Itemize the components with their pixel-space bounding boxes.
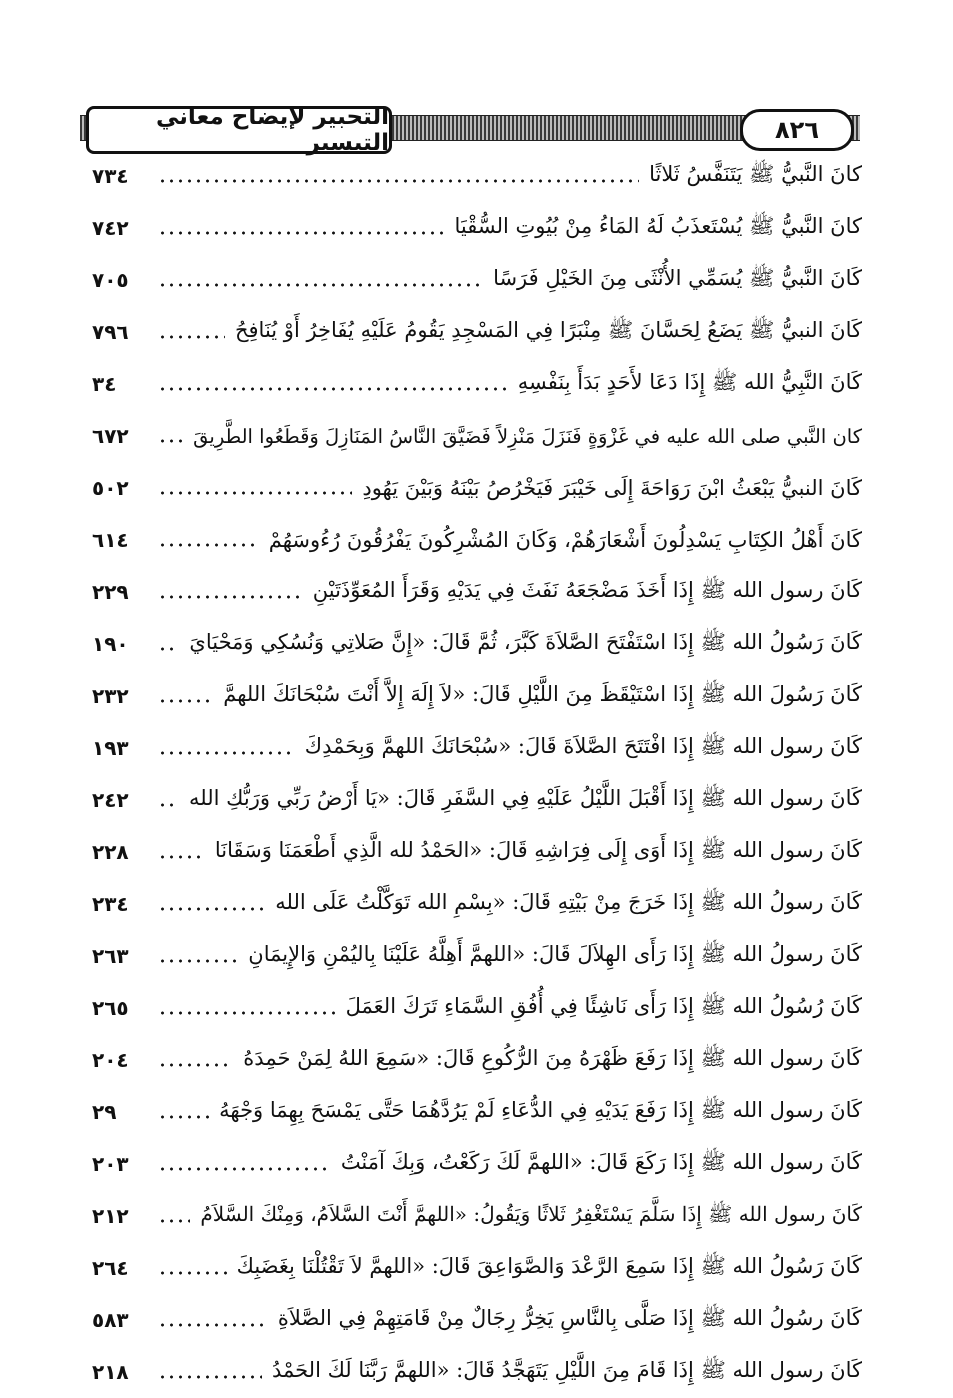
entry-page-number: ٢١٢ (92, 1204, 129, 1228)
index-entry (92, 618, 862, 670)
entry-text: كان النَّبي صلى الله عليه في غَزْوَةٍ فَنَزَلَ مَنْزِلاً فَضَيَّقَ النَّاسُ المَنَازِلَ وَقَطَعُوا الطَّرِيقَ (187, 425, 862, 448)
dot-leader (158, 959, 238, 963)
entry-text: كَانَ رسول الله ﷺ إِذَا أَوَى إِلَى فِرَاشِهِ قَالَ: «الحَمْدُ لله الَّذِي أَطْعَمَنَا وَسَقَانَا (209, 837, 862, 868)
entry-text: كَانَ رسول الله ﷺ إِذَا رَكَعَ قَالَ: «اللهمَّ لَكَ رَكَعْتُ، وَبِكَ آمَنْتُ (335, 1149, 862, 1180)
entry-page-number: ٢٦٥ (92, 996, 129, 1020)
dot-leader (158, 543, 259, 547)
entry-page-number: ٥٠٢ (92, 476, 129, 500)
dot-leader (158, 1219, 190, 1223)
entry-text: كَانَ النبيُّ يَبْعَثُ ابْنَ رَوَاحَةَ إِلَى خَيْبَرَ فَيَخْرُصُ بَيْنَهُ وَبَيْنَ يَهُودِ (356, 476, 862, 500)
entry-text: كَانَ رسُولُ الله ﷺ إِذَا صَلَّى بِالنَّاسِ يَخِرُّ رِجَالٌ مِنْ قَامَتِهِمْ فِي الصَّلاَةِ (272, 1305, 862, 1336)
entry-text: كَانَ النَّبيُّ ﷺ يُسَمِّي الأُنْثَى مِنَ الخَيْلِ فَرَسًا (487, 265, 862, 296)
entry-text: كَانَ رسولُ الله ﷺ إِذَا خَرَجَ مِنْ بَيْتِهِ قَالَ: «بِسْمِ الله تَوَكَّلْتُ عَلَى الله (269, 889, 862, 920)
dot-leader (158, 1323, 268, 1327)
index-entry (92, 254, 862, 306)
entry-page-number: ٣٤ (92, 372, 117, 396)
dot-leader (158, 387, 508, 391)
index-entry (92, 982, 862, 1034)
entry-page-number: ٧٩٦ (92, 320, 129, 344)
index-entry (92, 150, 862, 202)
index-entry (92, 1190, 862, 1242)
dot-leader (158, 595, 303, 599)
entry-page-number: ٧٣٤ (92, 164, 129, 188)
entry-text: كَانَ رسول الله ﷺ إِذَا سَلَّمَ يَسْتَغْفِرُ ثَلاثًا وَيَقُولُ: «اللهمَّ أَنْتَ السَّلاَمُ، وَمِنْكَ السَّلاَمُ (194, 1202, 862, 1231)
dot-leader (158, 335, 225, 339)
dot-leader (158, 283, 483, 287)
entry-page-number: ٢٤٢ (92, 788, 129, 812)
entry-page-number: ٦٧٢ (92, 424, 129, 448)
index-entry (92, 202, 862, 254)
index-entry (92, 1346, 862, 1398)
entry-page-number: ١٩٠ (92, 632, 129, 656)
index-entry (92, 1294, 862, 1346)
dot-leader (158, 1271, 227, 1275)
page-header (80, 103, 860, 156)
entry-page-number: ٢٩ (92, 1100, 117, 1124)
entry-text: كَانَ رسول الله ﷺ إِذَا أَخَذَ مَضْجَعَهُ نَفَثَ فِي يَدَيْهِ وَقَرَأَ المُعَوِّذَتَيْنِ (307, 577, 862, 608)
entry-text: كَانَ رسولُ الله ﷺ إِذَا رَأَى الهِلاَلَ قَالَ: «اللهمَّ أَهِلَّهُ عَلَيْنَا بِاليُمْنِ وَالإِيمَانِ (242, 941, 862, 972)
index-entry (92, 514, 862, 566)
dot-leader (158, 491, 352, 495)
entry-text: كَانَ النبيُّ ﷺ يَضَعُ لِحَسَّانَ ﷺ مِنْبَرًا فِي المَسْجِدِ يَقُومُ عَلَيْهِ يُفَاخِرُ أَوْ يُنَافِحُ (229, 317, 862, 348)
entry-text: كَانَ رسول الله ﷺ إِذَا أَقْبَلَ اللَّيْلُ عَلَيْهِ فِي السَّفَرِ قَالَ: «يَا أَرْضُ رَبِّي وَرَبُّكِ الله (183, 785, 862, 816)
index-entry (92, 1138, 862, 1190)
index-entries-list (92, 150, 862, 1398)
dot-leader (158, 1011, 336, 1015)
entry-page-number: ٧٠٥ (92, 268, 129, 292)
index-entry (92, 358, 862, 410)
dot-leader (158, 751, 295, 755)
dot-leader (158, 179, 639, 183)
entry-text: كَانَ أَهْلُ الكِتَابِ يَسْدِلُونَ أَشْعَارَهُمْ، وَكَانَ المُشْرِكُونَ يَفْرُقُونَ رُءُوسَهُمْ (263, 528, 862, 552)
entry-text: كَانَ رَسُولَ الله ﷺ إِذَا اسْتَيْقَظَ مِنَ اللَّيْلِ قَالَ: «لاَ إِلَهَ إِلاَّ أَنْتَ سُبْحَانَكَ اللهمَّ (217, 681, 862, 712)
dot-leader (158, 699, 213, 703)
entry-text: كَانَ رسول الله ﷺ إِذَا قَامَ مِنَ اللَّيْلِ يَتَهَجَّدُ قَالَ: «اللهمَّ رَبَّنَا لَكَ الحَمْدُ (266, 1357, 862, 1388)
index-entry (92, 722, 862, 774)
dot-leader (158, 439, 183, 443)
index-entry (92, 670, 862, 722)
dot-leader (158, 1063, 233, 1067)
entry-text: كَانَ رسول الله ﷺ إِذَا افْتَتَحَ الصَّلاَةَ قَالَ: «سُبْحَانَكَ اللهمَّ وَبِحَمْدِكَ (299, 733, 862, 764)
dot-leader (158, 907, 265, 911)
entry-page-number: ٢٣٤ (92, 892, 129, 916)
entry-page-number: ٢٠٣ (92, 1152, 129, 1176)
dot-leader (158, 647, 179, 651)
entry-page-number: ٢٢٩ (92, 580, 129, 604)
index-entry (92, 878, 862, 930)
entry-text: كَانَ رسول الله ﷺ إِذَا رَفَعَ ظَهْرَهُ مِنَ الرُّكُوعِ قَالَ: «سَمِعَ اللهُ لِمَنْ حَمِدَهُ (237, 1045, 862, 1076)
entry-text: كَانَ رسول الله ﷺ إِذَا رَفَعَ يَدَيْهِ فِي الدُّعَاءِ لَمْ يَرُدَّهُمَا حَتَّى يَمْسَحَ بِهِمَا وَجْهَهُ (213, 1097, 862, 1128)
dot-leader (158, 855, 205, 859)
entry-text: كانَ النَّبيُّ ﷺ يَتَنَفَّسُ ثَلاثًا (643, 161, 862, 192)
book-title: التحبير لإيضاح معاني التيسير (86, 106, 392, 154)
dot-leader (158, 803, 179, 807)
entry-text: كَانَ رَسُولُ الله ﷺ إِذَا اسْتَفْتَحَ الصَّلاَةَ كَبَّرَ، ثُمَّ قَالَ: «إِنَّ صَلاتِي وَنُسُكِي وَمَحْيَايَ (183, 629, 862, 660)
entry-page-number: ٧٤٢ (92, 216, 129, 240)
index-entry (92, 410, 862, 462)
entry-page-number: ٢٦٤ (92, 1256, 129, 1280)
entry-text: كَانَ النَّبِيُّ الله ﷺ إِذَا دَعَا لأَحَدٍ بَدَأَ بِنَفْسِهِ (512, 369, 862, 400)
entry-page-number: ٦١٤ (92, 528, 129, 552)
entry-text: كانَ النَّبيُّ ﷺ يُسْتَعذَبُ لَهُ المَاءُ مِنْ بُيُوتِ السُّقْيَا (448, 213, 862, 244)
entry-page-number: ٢٠٤ (92, 1048, 129, 1072)
dot-leader (158, 1167, 331, 1171)
entry-text: كَانَ رُسُولُ الله ﷺ إِذَا رَأَى نَاشِئًا فِي أُفُقِ السَّمَاءِ تَرَكَ العَمَلَ (340, 993, 862, 1024)
index-entry (92, 306, 862, 358)
dot-leader (158, 1375, 262, 1379)
entry-page-number: ٥٨٣ (92, 1308, 129, 1332)
entry-page-number: ١٩٣ (92, 736, 129, 760)
dot-leader (158, 231, 444, 235)
index-entry (92, 774, 862, 826)
entry-page-number: ٢٦٣ (92, 944, 129, 968)
page-number: ٨٢٦ (740, 109, 854, 151)
entry-page-number: ٢٢٨ (92, 840, 129, 864)
index-entry (92, 826, 862, 878)
entry-page-number: ٢٣٢ (92, 684, 129, 708)
index-entry (92, 1086, 862, 1138)
index-entry (92, 462, 862, 514)
entry-text: كَانَ رَسُولُ الله ﷺ إِذَا سَمِعَ الرَّعْدَ وَالصَّوَاعِقَ قَالَ: «اللهمَّ لاَ تَقْتُلْنَا بِغَضَبِكَ (231, 1253, 862, 1284)
dot-leader (158, 1115, 209, 1119)
index-entry (92, 1242, 862, 1294)
entry-page-number: ٢١٨ (92, 1360, 129, 1384)
index-entry (92, 1034, 862, 1086)
index-entry (92, 930, 862, 982)
index-entry (92, 566, 862, 618)
